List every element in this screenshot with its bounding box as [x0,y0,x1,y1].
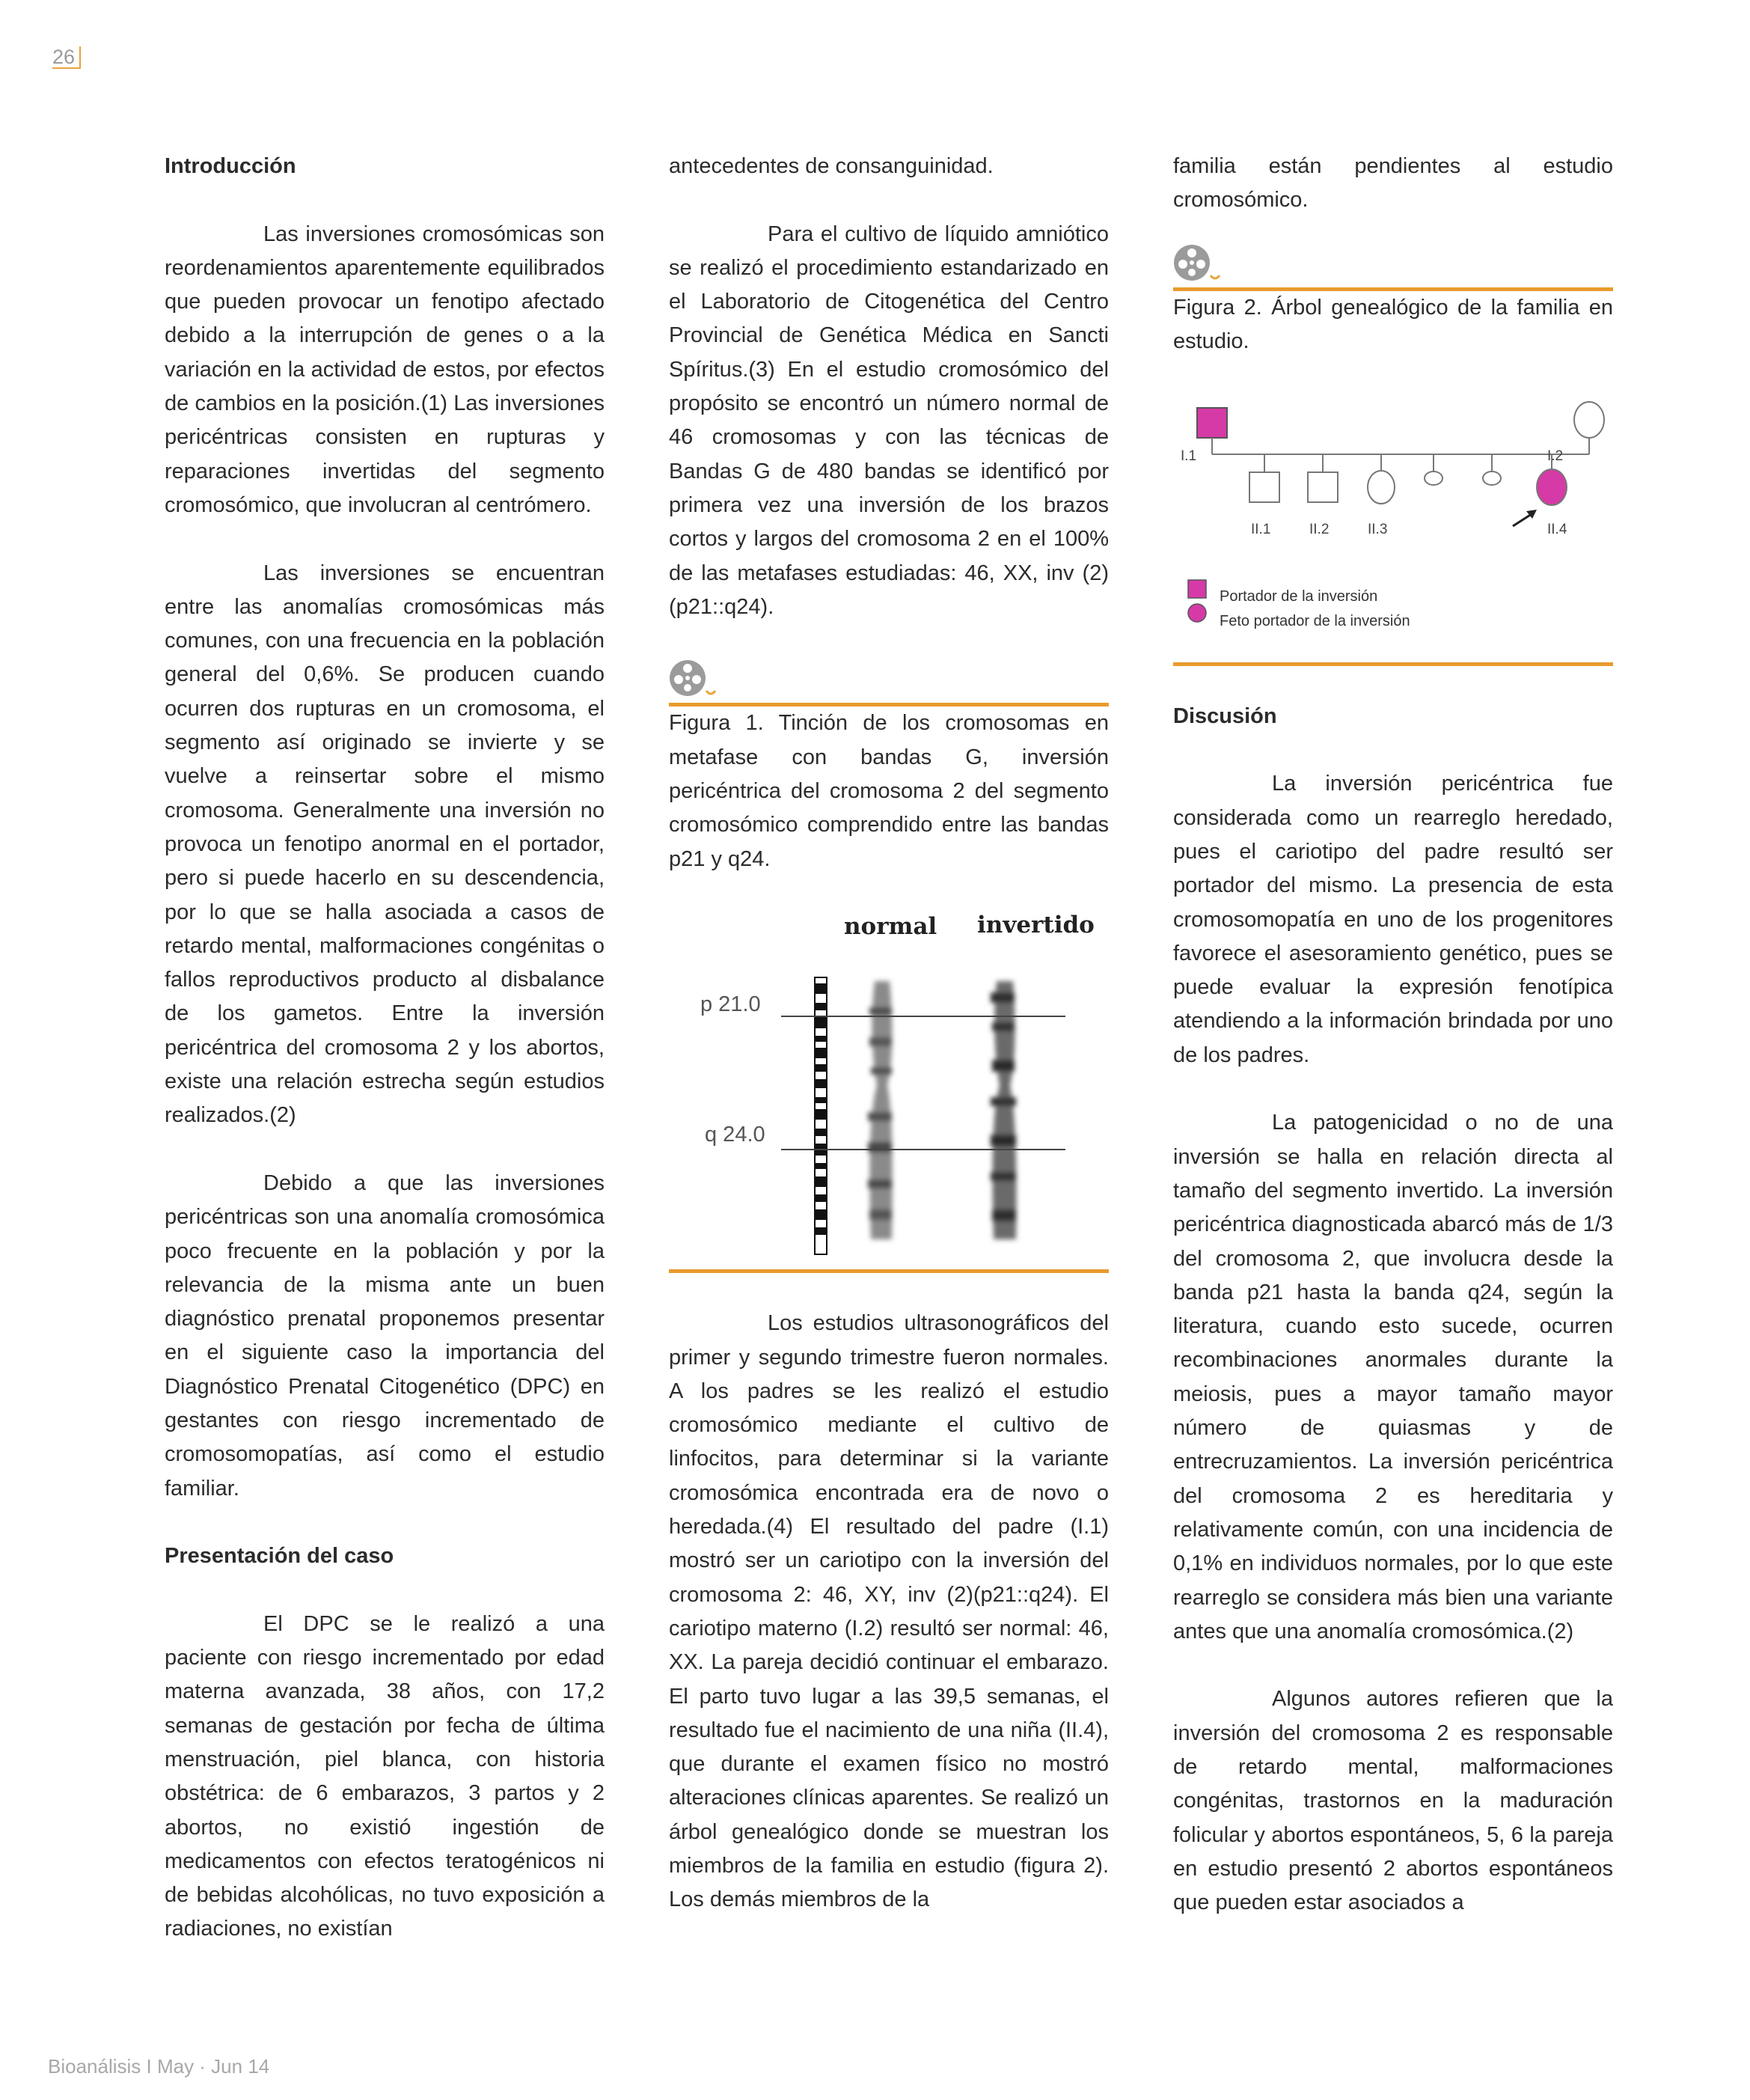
legend-fetus-carrier: Feto portador de la inversión [1220,612,1410,629]
figure-2-bottom-rule [1173,662,1613,666]
band-label-q24: q 24.0 [705,1123,765,1147]
introduction-heading: Introducción [165,154,296,178]
figure-2-caption: Figura 2. Árbol genealógico de la familia en estudio. [1173,295,1613,354]
film-reel-icon [1173,242,1226,287]
figure-1-icon-row [669,658,1109,703]
column-3 [1173,150,1613,1954]
paragraph: familia están pendientes al estudio cromosómico. [1173,154,1613,213]
paragraph: La inversión pericéntrica fue considerada como un rearreglo heredado, pues el cariotipo del padre resultó ser portador del mismo. La presencia de esta cromosomopatía en uno de los progenitores favorece el asesoramiento genético, pues se puede evaluar la expresión fenotípica atendiendo a la información brindada por uno de los padres. [1173,772,1613,1067]
pedigree-label-ii1: II.1 [1251,521,1271,537]
label-inverted: invertido [977,912,1095,939]
pedigree-label-ii4: II.4 [1547,521,1567,537]
pedigree-label-i2: I.2 [1547,448,1564,464]
paragraph: Las inversiones cromosómicas son reordenamientos aparentemente equilibrados que pueden provocar un fenotipo afectado debido a la interrupción de genes o a la variación en la actividad de estos, por efectos de cambios en la posición.(1) Las inversiones pericéntricas consisten en rupturas y reparaciones invertidas del segmento cromosómico, que involucran al centrómero. [165,222,605,517]
discussion-heading: Discusión [1173,703,1277,728]
column-2 [669,150,1109,1951]
film-reel-icon [669,658,721,703]
figure-1-bottom-rule [669,1269,1109,1273]
figure-2-icon-row [1173,242,1613,287]
page-number: 26 [52,46,81,69]
chromosome-drawing [669,910,1109,1262]
column-1 [165,150,605,1980]
paragraph: La patogenicidad o no de una inversión se halla en relación directa al tamaño del segmento invertido. La inversión pericéntrica diagnosticada abarcó más de 1/3 del cromosoma 2, que involucra desde la banda p21 hasta la banda q24, según la literatura, cuando esto sucede, ocurren recombinaciones anormales durante la meiosis, pues a mayor tamaño mayor número de quiasmas y de entrecruzamientos. La inversión pericéntrica del cromosoma 2 es hereditaria y relativamente común, con una incidencia de 0,1% en individuos normales, por lo que este rearreglo se considera más bien una variante antes que una anomalía cromosómica.(2) [1173,1111,1613,1643]
paragraph: El DPC se le realizó a una paciente con riesgo incrementado por edad materna avanzada, 38 años, con 17,2 semanas de gestación por fecha de última menstruación, piel blanca, con historia obstétrica: de 6 embarazos, 3 partos y 2 abortos, no existió ingestión de medicamentos con efectos teratogénicos ni de bebidas alcohólicas, no tuvo exposición a radiaciones, no existían [165,1611,605,1941]
paragraph: Para el cultivo de líquido amniótico se realizó el procedimiento estandarizado en el Laboratorio de Citogenética del Centro Provincial de Genética Médica en Sancti Spíritus.(3) En el estudio cromosómico del propósito se encontró un número normal de 46 cromosomas y con las técnicas de Bandas G de 480 bandas se identificó por primera vez una inversión de los brazos cortos y largos del cromosoma 2 en el 100% de las metafases estudiadas: 46, XX, inv (2)(p21::q24). [669,222,1109,619]
paragraph: Los estudios ultrasonográficos del primer y segundo trimestre fueron normales. A los padres se les realizó el estudio cromosómico mediante el cultivo de linfocitos, para determinar si la variante cromosómica encontrada era de novo o heredada.(4) El resultado del padre (I.1) mostró ser un cariotipo con la inversión del cromosoma 2: 46, XY, inv (2)(p21::q24). El cariotipo materno (I.2) resultó ser normal: 46, XX. La pareja decidió continuar el embarazo. El parto tuvo lugar a las 39,5 semanas, el resultado fue el nacimiento de una niña (II.4), que durante el examen físico no mostró alteraciones clínicas aparentes. Se realizó un árbol genealógico donde se muestran los miembros de la familia en estudio (figura 2). Los demás miembros de la [669,1311,1109,1912]
pedigree-label-ii3: II.3 [1368,521,1388,537]
legend-carrier: Portador de la inversión [1220,587,1378,605]
pedigree-label-ii2: II.2 [1309,521,1330,537]
paragraph: Algunos autores refieren que la inversión del cromosoma 2 es responsable de retardo mental, malformaciones congénitas, trastornos en la maduración folicular y abortos espontáneos, 5, 6 la pareja en estudio presentó 2 abortos espontáneos que pueden estar asociados a [1173,1687,1613,1915]
paragraph: antecedentes de consanguinidad. [669,154,994,178]
paragraph: Las inversiones se encuentran entre las anomalías cromosómicas más comunes, con una frecuencia en la población general del 0,6%. Se producen cuando ocurren dos rupturas en un cromosoma, el segmento así originado se invierte y se vuelve a reinsertar sobre el mismo cromosoma. Generalmente una inversión no provoca un fenotipo anormal en el portador, pero si puede hacerlo en su descendencia, por lo que se halla asociada a casos de retardo mental, malformaciones congénitas o fallos reproductivos producto al disbalance de los gametos. Entre la inversión pericéntrica del cromosoma 2 y los abortos, existe una relación estrecha según estudios realizados.(2) [165,561,605,1128]
paragraph: Debido a que las inversiones pericéntricas son una anomalía cromosómica poco frecuente en la población y por la relevancia de la misma ante un buen diagnóstico prenatal proponemos presentar en el siguiente caso la importancia del Diagnóstico Prenatal Citogenético (DPC) en gestantes con riesgo incrementado de cromosomopatías, así como el estudio familiar. [165,1170,605,1501]
figure-2-pedigree [1173,393,1613,662]
figure-1-caption: Figura 1. Tinción de los cromosomas en metafase con bandas G, inversión pericéntrica del cromosoma 2 del segmento cromosómico comprendido entre las bandas p21 y q24. [669,711,1109,871]
band-label-p21: p 21.0 [700,992,761,1017]
case-presentation-heading: Presentación del caso [165,1544,394,1569]
label-normal: normal [844,913,937,941]
footer-journal-issue: Bioanálisis I May · Jun 14 [48,2055,270,2078]
figure-1-chromosome-image [669,910,1109,1262]
pedigree-label-i1: I.1 [1181,448,1197,464]
